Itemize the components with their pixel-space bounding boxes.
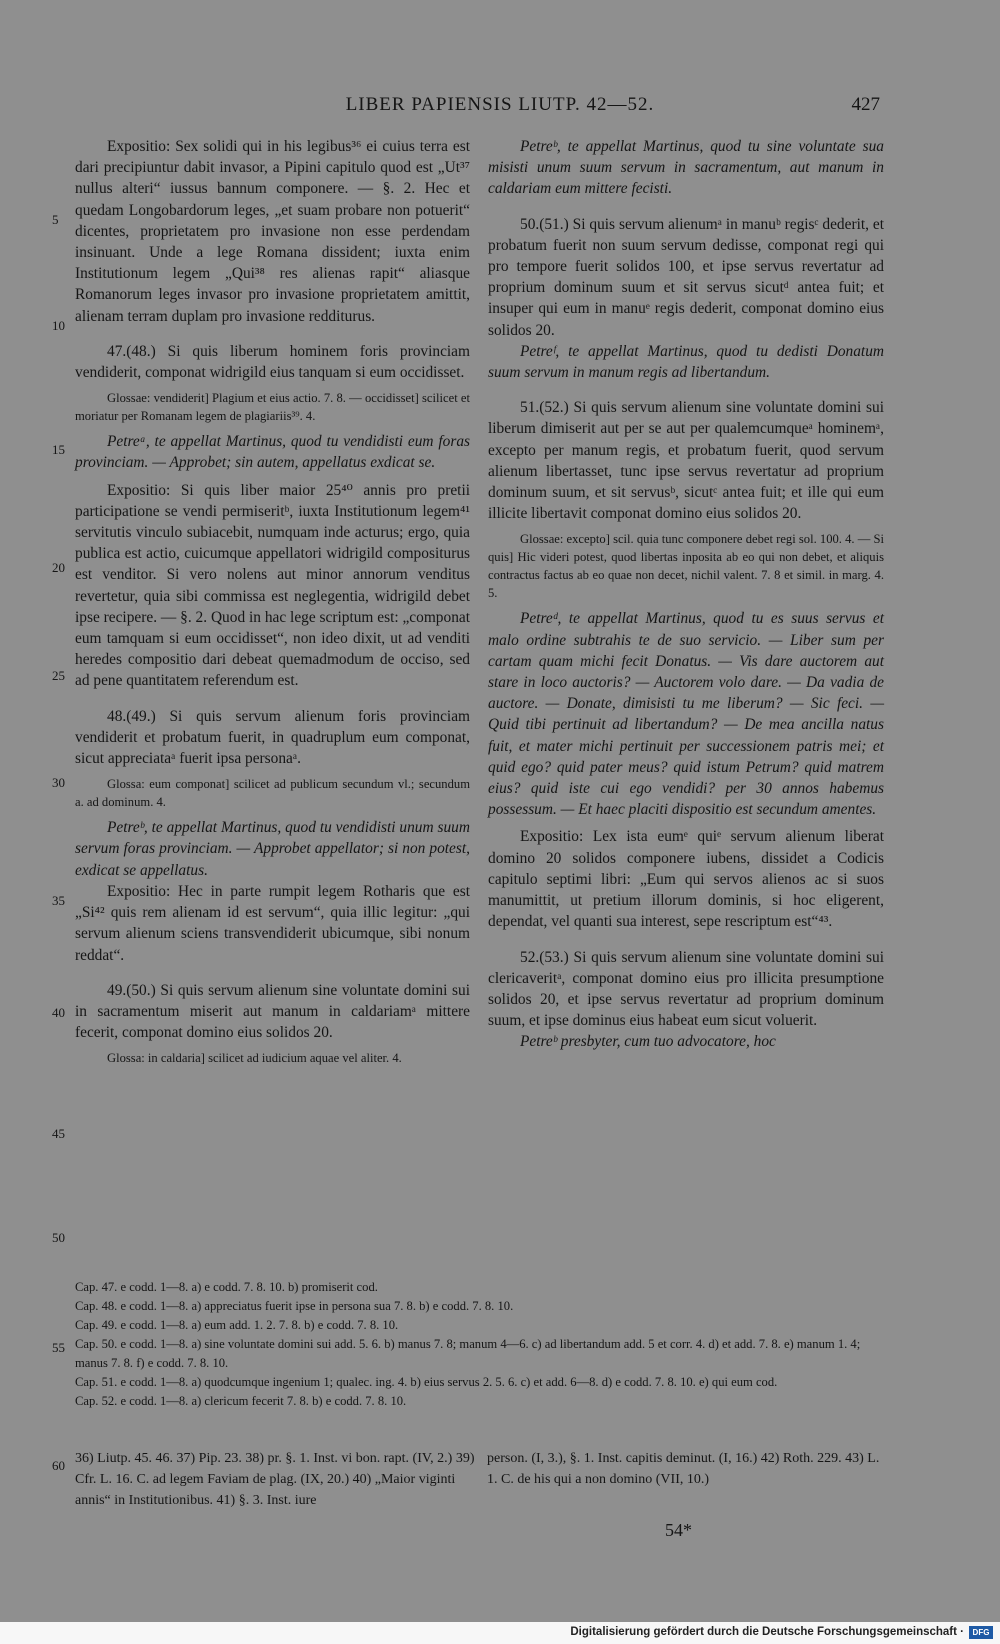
apparatus-line: Cap. 49. e codd. 1—8. a) eum add. 1. 2. 7. 8. b) e codd. 7. 8. 10. <box>75 1318 399 1332</box>
expositio: Expositio: Si quis liber maior 25⁴⁰ annis pro pretii participatione se vendi permiseritᵇ, iuxta Institutionum legem⁴¹ servitutis vinculo subiacebit, numquam inde acturus; ergo, quia publica est actio, cuicumque appellatori widrigild compositurus est venditor. Si vero nolens aut minor annorum venditus revertetur, quia sibi commissa est neglegentia, widrigild debet ipse recipere. — §. 2. Quod in hac lege scriptum est: „componat eum tamquam si eum occidisset“, non ideo dixit, ut ad venditi heredes compositio dari debeat quemadmodum de occiso, sed ad pene quantitatem referendum est. <box>75 481 470 690</box>
apparatus-line: Cap. 52. e codd. 1—8. a) clericum fecerit 7. 8. b) e codd. 7. 8. 10. <box>75 1394 407 1408</box>
right-column <box>488 136 884 1053</box>
line-number: 40 <box>52 1005 65 1020</box>
law-chapter: 50.(51.) Si quis servum alienumᵃ in manuᵇ regisᶜ dederit, et probatum fuerit non suum servum dedisse, componat regi qui pro tempore fuerit solidos 100, et ipse servus revertatur ad proprium dominum suum et sit servus sicutᵈ antea fuit; et insuper qui eum in manuᵉ regis dederit, componat domino eius solidos 20. <box>488 215 884 339</box>
line-number: 35 <box>52 893 65 908</box>
footnotes-left: 36) Liutp. 45. 46. 37) Pip. 23. 38) pr. §. 1. Inst. vi bon. rapt. (IV, 2.) 39) Cfr. L. 16. C. ad legem Faviam de plag. (IX, 20.) 40) „Maior viginti annis“ in Institutionibus. 41) §. 3. Inst. iure <box>75 1451 475 1508</box>
credit-text: Digitalisierung gefördert durch die Deutsche Forschungsgemeinschaft · <box>570 1626 964 1638</box>
formula: Petreᶠ, te appellat Martinus, quod tu dedisti Donatum suum servum in manum regis ad libertandum. <box>488 342 884 382</box>
glossa: Glossa: eum componat] scilicet ad publicum secundum vl.; secundum a. ad dominum. 4. <box>75 777 470 810</box>
line-number: 30 <box>52 775 65 790</box>
formula: Petreᵇ presbyter, cum tuo advocatore, hoc <box>520 1033 776 1051</box>
running-title: LIBER PAPIENSIS LIUTP. 42—52. <box>345 94 655 115</box>
line-number: 15 <box>52 442 65 457</box>
law-chapter: 52.(53.) Si quis servum alienum sine voluntate domini sui clericaveritᵃ, componat domino eius pro illicita presumptione solidos 20, et ipse servus revertatur ad proprium dominum suum, et ipse dominus eius habeat eum sicut voluerit. <box>488 948 884 1030</box>
line-number: 55 <box>52 1340 65 1355</box>
page-number: 427 <box>851 94 880 115</box>
expositio: Expositio: Lex ista eumᵉ quiᵉ servum alienum liberat domino 20 solidos componere iubens, dissidet a Codicis capitulo septimi libri: „Eum qui servos alienos ac si suos manumittit, ut pretium illorum dominis, si hoc eligerent, dependat, vel quanti sua interest, sepe rescriptum est“⁴³. <box>488 828 884 931</box>
paragraph: Expositio: Sex solidi qui in his legibus³⁶ ei cuius terra est dari precipiuntur dabit invasor, a Pipini capitulo quod est „Ut³⁷ nullus alteri“ iussus bannum componere. — §. 2. Hec et quedam Longobardorum leges, „et suam probare non potuerit“ dicentes, proprietatem pro invasione non esse perdendam insinuant. Unde a lege Romana dissident; iuxta enim Institutionum legem „Qui³⁸ res alienas rapit“ aliasque Romanorum leges invasor pro invasione proprietatem amittit, alienam terram duplam pro invasione redditurus. <box>75 138 470 325</box>
apparatus-line: Cap. 51. e codd. 1—8. a) quodcumque ingenium 1; qualec. ing. 4. b) eius servus 2. 5. 6. c) et add. 6—8. d) e codd. 7. 8. 10. e) qui eum cod. <box>75 1375 778 1389</box>
footnotes-right: person. (I, 3.), §. 1. Inst. capitis deminut. (I, 16.) 42) Roth. 229. 43) L. 1. C. de his qui a non domino (VII, 10.) <box>487 1451 880 1487</box>
law-chapter: 51.(52.) Si quis servum alienum sine voluntate domini sui liberum dimiserit aut per se aut per qualemcumqueᵃ hominemᵃ, excepto per manum regis, et probatum fuerit, quod servum alienum libertasset, tunc ipse servus revertatur ad proprium dominum suum, et sit servusᵇ, sicutᶜ antea fuit; et ille qui eum illicite libertavit componat domino eius solidos 20. <box>488 399 884 523</box>
glossa: Glossae: excepto] scil. quia tunc componere debet regi sol. 100. 4. — Si quis] Hic videri potest, quod libertas inposita ab eo qui non debet, et aliquis contractus factus ab eo quae non decet, nichil valent. 7. 8 et simil. in marg. 4. 5. <box>488 532 884 601</box>
line-number: 50 <box>52 1230 65 1245</box>
signature-mark: 54* <box>665 1520 692 1540</box>
law-chapter: 48.(49.) Si quis servum alienum foris provinciam vendiderit et probatum fuerit, in quadruplum eum componat, sicut appreciataᵃ fuerit ipsa personaᵃ. <box>75 707 470 768</box>
glossa: Glossa: in caldaria] scilicet ad iudicium aquae vel aliter. 4. <box>107 1051 402 1066</box>
left-column <box>75 136 470 1067</box>
critical-apparatus <box>75 1278 885 1411</box>
dfg-logo-icon: DFG <box>969 1626 993 1639</box>
line-number: 5 <box>52 212 59 227</box>
line-number: 45 <box>52 1126 65 1141</box>
formula: Petreᵇ, te appellat Martinus, quod tu sine voluntate sua misisti unum suum servum in sacramentum, aut manum in caldariam eum mittere fecisti. <box>488 138 884 198</box>
line-number: 20 <box>52 560 65 575</box>
glossa: Glossae: vendiderit] Plagium et eius actio. 7. 8. — occidisset] scilicet et moriatur per Romanam legem de plagiariis³⁹. 4. <box>75 391 470 424</box>
expositio: Expositio: Hec in parte rumpit legem Rotharis que est „Si⁴² quis rem alienam id est servum“, quia illic legitur: „qui servum alienum sciens transvendiderit ubicumque, sibi nonum reddat“. <box>75 882 470 964</box>
apparatus-line: Cap. 50. e codd. 1—8. a) sine voluntate domini sui add. 5. 6. b) manus 7. 8; manum 4—6. c) ad libertandum add. 5 et corr. 4. d) et add. 7. 8. e) manum 1. 4; manus 7. 8. f) e codd. 7. 8. 10. <box>75 1337 861 1370</box>
apparatus-line: Cap. 47. e codd. 1—8. a) e codd. 7. 8. 10. b) promiserit cod. <box>75 1280 378 1294</box>
law-chapter: 47.(48.) Si quis liberum hominem foris provinciam vendiderit, componat widrigild eius tanquam si eum occidisset. <box>75 342 470 382</box>
digitization-credit-bar <box>0 1622 1000 1644</box>
law-chapter: 49.(50.) Si quis servum alienum sine voluntate domini sui in sacramentum miserit aut manum in caldariamᵃ mittere fecerit, componat domino eius solidos 20. <box>75 981 470 1042</box>
line-number: 60 <box>52 1458 65 1473</box>
line-number: 25 <box>52 668 65 683</box>
formula: Petreᵃ, te appellat Martinus, quod tu vendidisti eum foras provinciam. — Approbet; sin autem, appellatus exdicat se. <box>75 433 470 472</box>
line-number: 10 <box>52 318 65 333</box>
apparatus-line: Cap. 48. e codd. 1—8. a) appreciatus fuerit ipse in persona sua 7. 8. b) e codd. 7. 8. 10. <box>75 1299 514 1313</box>
formula: Petreᵈ, te appellat Martinus, quod tu es suus servus et malo ordine subtrahis te de suo servicio. — Liber sum per cartam quam michi fecit Donatus. — Vis dare auctorem aut stare in loco auctoris? — Auctorem volo dare. — Da vadia de auctore. — Donate, dimisisti tu me liberum? — Sic feci. — Quid tibi pertinuit ad libertandum? — De mea ancilla natus fuit, et mater michi pertinuit per successionem patris mei; et quid ego? quid pater meus? quid istum Petrum? quid matrem eius? quid iste cui ego vendidi? per 30 annos habemus possessum. — Et haec placiti dispositio est secundum amentes. <box>488 610 884 819</box>
formula: Petreᵇ, te appellat Martinus, quod tu vendidisti unum suum servum foras provinciam. — Approbet appellator; si non potest, exdicat se appellatus. <box>75 819 470 879</box>
